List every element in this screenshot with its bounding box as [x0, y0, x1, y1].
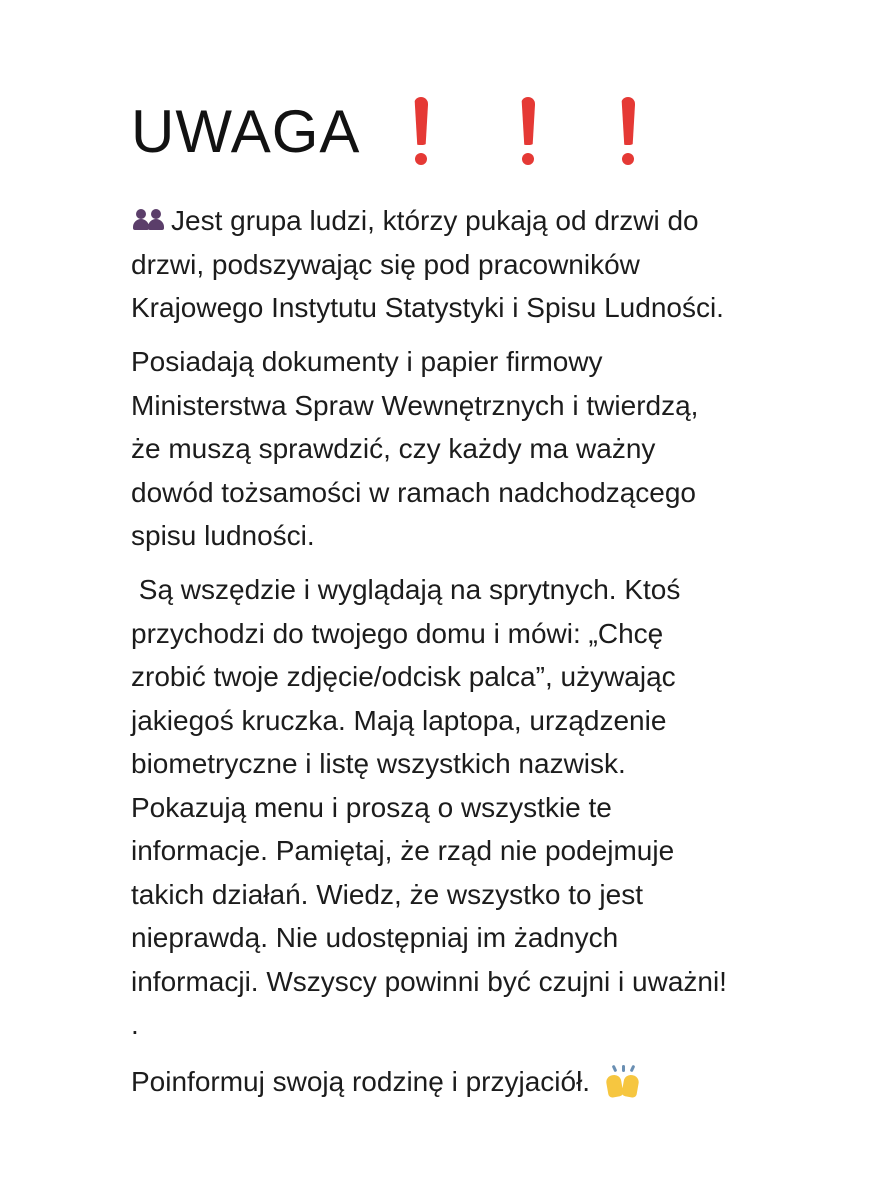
paragraph-line: Poinformuj swoją rodzinę i przyjaciół.: [131, 1060, 831, 1104]
paragraph-line: że muszą sprawdzić, czy każdy ma ważny: [131, 433, 656, 464]
paragraph-line: zrobić twoje zdjęcie/odcisk palca”, używając: [131, 661, 676, 692]
paragraph-line: przychodzi do twojego domu i mówi: „Chcę: [131, 617, 664, 649]
headline: [131, 92, 635, 172]
paragraph-line: biometryczne i listę wszystkich nazwisk.: [131, 748, 626, 779]
paragraph-details: [131, 568, 831, 1047]
paragraph-line: Pokazują menu i proszą o wszystkie te: [131, 791, 612, 823]
paragraph-line: .: [131, 1009, 139, 1040]
paragraph-line: jakiegoś kruczka. Mają laptopa, urządzenie: [131, 704, 667, 736]
paragraph-line: Jest grupa ludzi, którzy pukają od drzwi do: [131, 199, 831, 243]
paragraph-share: [131, 1060, 831, 1104]
people-icon: [131, 205, 167, 233]
paragraph-line: nieprawdą. Nie udostępniaj im żadnych: [131, 922, 619, 953]
paragraph-line: Krajowego Instytutu Statystyki i Spisu Ludności.: [131, 292, 724, 323]
exclamation-icon: [621, 97, 635, 167]
paragraph-line: takich działań. Wiedz, że wszystko to jest: [131, 878, 643, 910]
paragraph-line: drzwi, podszywając się pod pracowników: [131, 248, 640, 280]
paragraph-group-warning: [131, 199, 831, 330]
paragraph-line: dowód tożsamości w ramach nadchodzącego: [131, 476, 696, 508]
raised-hands-icon: [604, 1065, 642, 1097]
paragraph-line: Są wszędzie i wyglądają na sprytnych. Ktoś: [131, 574, 681, 605]
exclamation-icon: [521, 97, 535, 167]
paragraph-line: Ministerstwa Spraw Wewnętrznych i twierdzą,: [131, 389, 699, 421]
exclamation-icon: [414, 97, 428, 167]
paragraph-line: informacji. Wszyscy powinni być czujni i uważni!: [131, 965, 727, 997]
paragraph-line: informacje. Pamiętaj, że rząd nie podejmuje: [131, 835, 675, 866]
paragraph-line: Posiadają dokumenty i papier firmowy: [131, 346, 603, 377]
paragraph-line: spisu ludności.: [131, 520, 315, 551]
paragraph-documents: [131, 340, 831, 558]
headline-title: UWAGA: [131, 98, 361, 165]
